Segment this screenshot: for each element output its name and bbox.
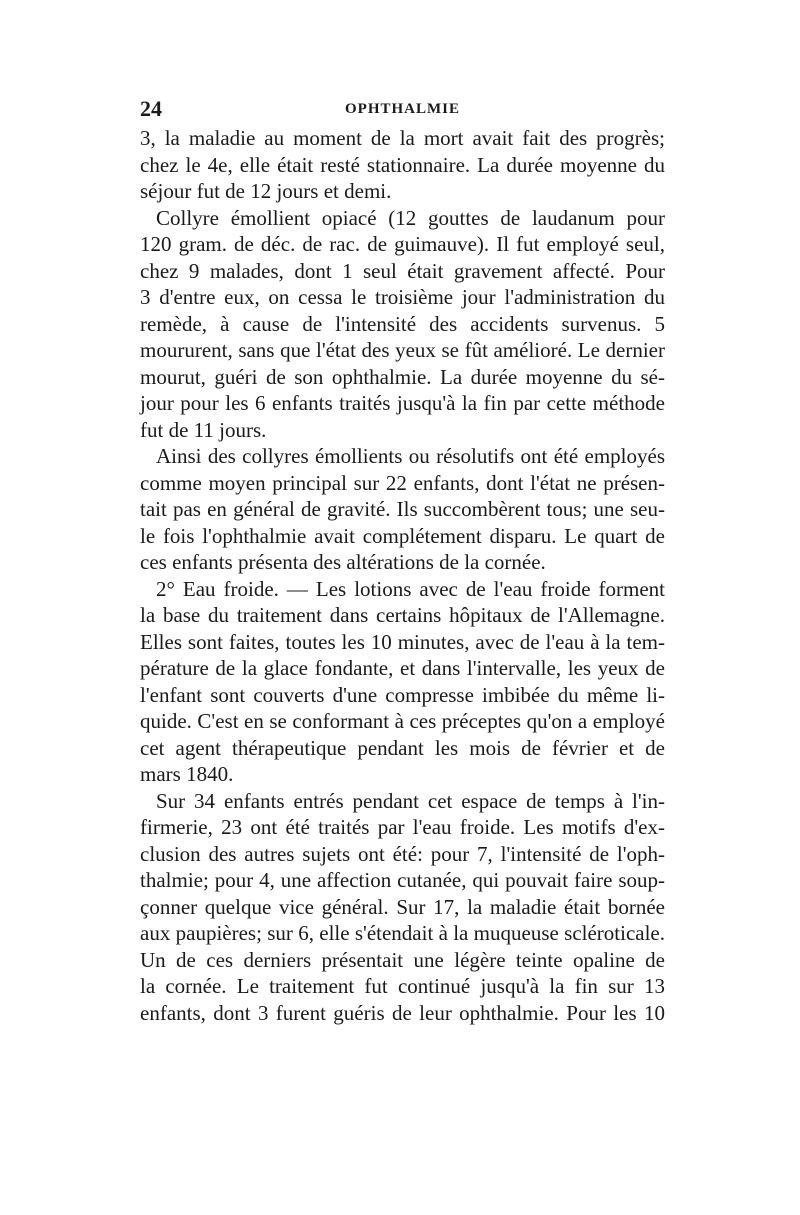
text-line: la cornée. Le traitement fut continué jusqu'à la fin sur 13: [140, 974, 665, 998]
text-line: Un de ces derniers présentait une légère teinte opaline de: [140, 947, 665, 972]
running-title: OPHTHALMIE: [344, 101, 460, 117]
text-line: aux paupières; sur 6, elle s'étendait à la muqueuse scléroticale.: [140, 921, 665, 945]
text-line: moururent, sans que l'état des yeux se fût amélioré. Le dernier: [140, 338, 665, 362]
text-line: l'enfant sont couverts d'une compresse imbibée du même li-: [140, 682, 665, 707]
text-line: 120 gram. de déc. de rac. de guimauve). Il fut employé seul,: [140, 232, 665, 256]
body-text: [140, 125, 665, 1026]
text-line: Collyre émollient opiacé (12 gouttes de laudanum pour: [156, 205, 665, 230]
text-line: le fois l'ophthalmie avait complétement disparu. Le quart de: [140, 523, 665, 548]
text-line: thalmie; pour 4, une affection cutanée, qui pouvait faire soup-: [140, 868, 665, 892]
text-line: ces enfants présenta des altérations de la cornée.: [140, 550, 546, 574]
text-line: çonner quelque vice général. Sur 17, la maladie était bornée: [140, 894, 665, 919]
text-line: Elles sont faites, toutes les 10 minutes, avec de l'eau à la tem-: [140, 629, 665, 654]
text-line: mourut, guéri de son ophthalmie. La durée moyenne du sé-: [140, 364, 665, 389]
text-line: tait pas en général de gravité. Ils succombèrent tous; une seu-: [140, 497, 665, 521]
text-line: firmerie, 23 ont été traités par l'eau froide. Les motifs d'ex-: [140, 815, 665, 839]
text-line: séjour fut de 12 jours et demi.: [140, 179, 392, 203]
text-line: Ainsi des collyres émollients ou résolutifs ont été employés: [156, 444, 665, 468]
text-line: jour pour les 6 enfants traités jusqu'à la fin par cette méthode: [140, 391, 665, 415]
text-line: quide. C'est en se conformant à ces préceptes qu'on a employé: [140, 709, 665, 733]
text-line: 3, la maladie au moment de la mort avait fait des progrès;: [140, 126, 665, 150]
text-line: chez 9 malades, dont 1 seul était gravement affecté. Pour: [140, 258, 665, 283]
text-line: Sur 34 enfants entrés pendant cet espace de temps à l'in-: [156, 788, 665, 813]
text-line: cet agent thérapeutique pendant les mois de février et de: [140, 735, 665, 760]
text-line: enfants, dont 3 furent guéris de leur ophthalmie. Pour les 10: [140, 1000, 665, 1025]
text-line: 2° Eau froide. — Les lotions avec de l'eau froide forment: [156, 576, 665, 601]
text-line: chez le 4e, elle était resté stationnaire. La durée moyenne du: [140, 152, 665, 177]
text-line: pérature de la glace fondante, et dans l'intervalle, les yeux de: [140, 656, 665, 680]
text-line: comme moyen principal sur 22 enfants, dont l'état ne présen-: [140, 470, 665, 495]
text-line: 3 d'entre eux, on cessa le troisième jour l'administration du: [140, 285, 665, 309]
text-line: clusion des autres sujets ont été: pour 7, l'intensité de l'oph-: [140, 841, 665, 866]
text-line: la base du traitement dans certains hôpitaux de l'Allemagne.: [140, 603, 665, 627]
page-number: 24: [140, 96, 162, 121]
text-line: remède, à cause de l'intensité des accidents survenus. 5: [140, 311, 665, 336]
page-header: [140, 94, 665, 124]
text-line: mars 1840.: [140, 762, 234, 786]
text-line: fut de 11 jours.: [140, 417, 267, 442]
